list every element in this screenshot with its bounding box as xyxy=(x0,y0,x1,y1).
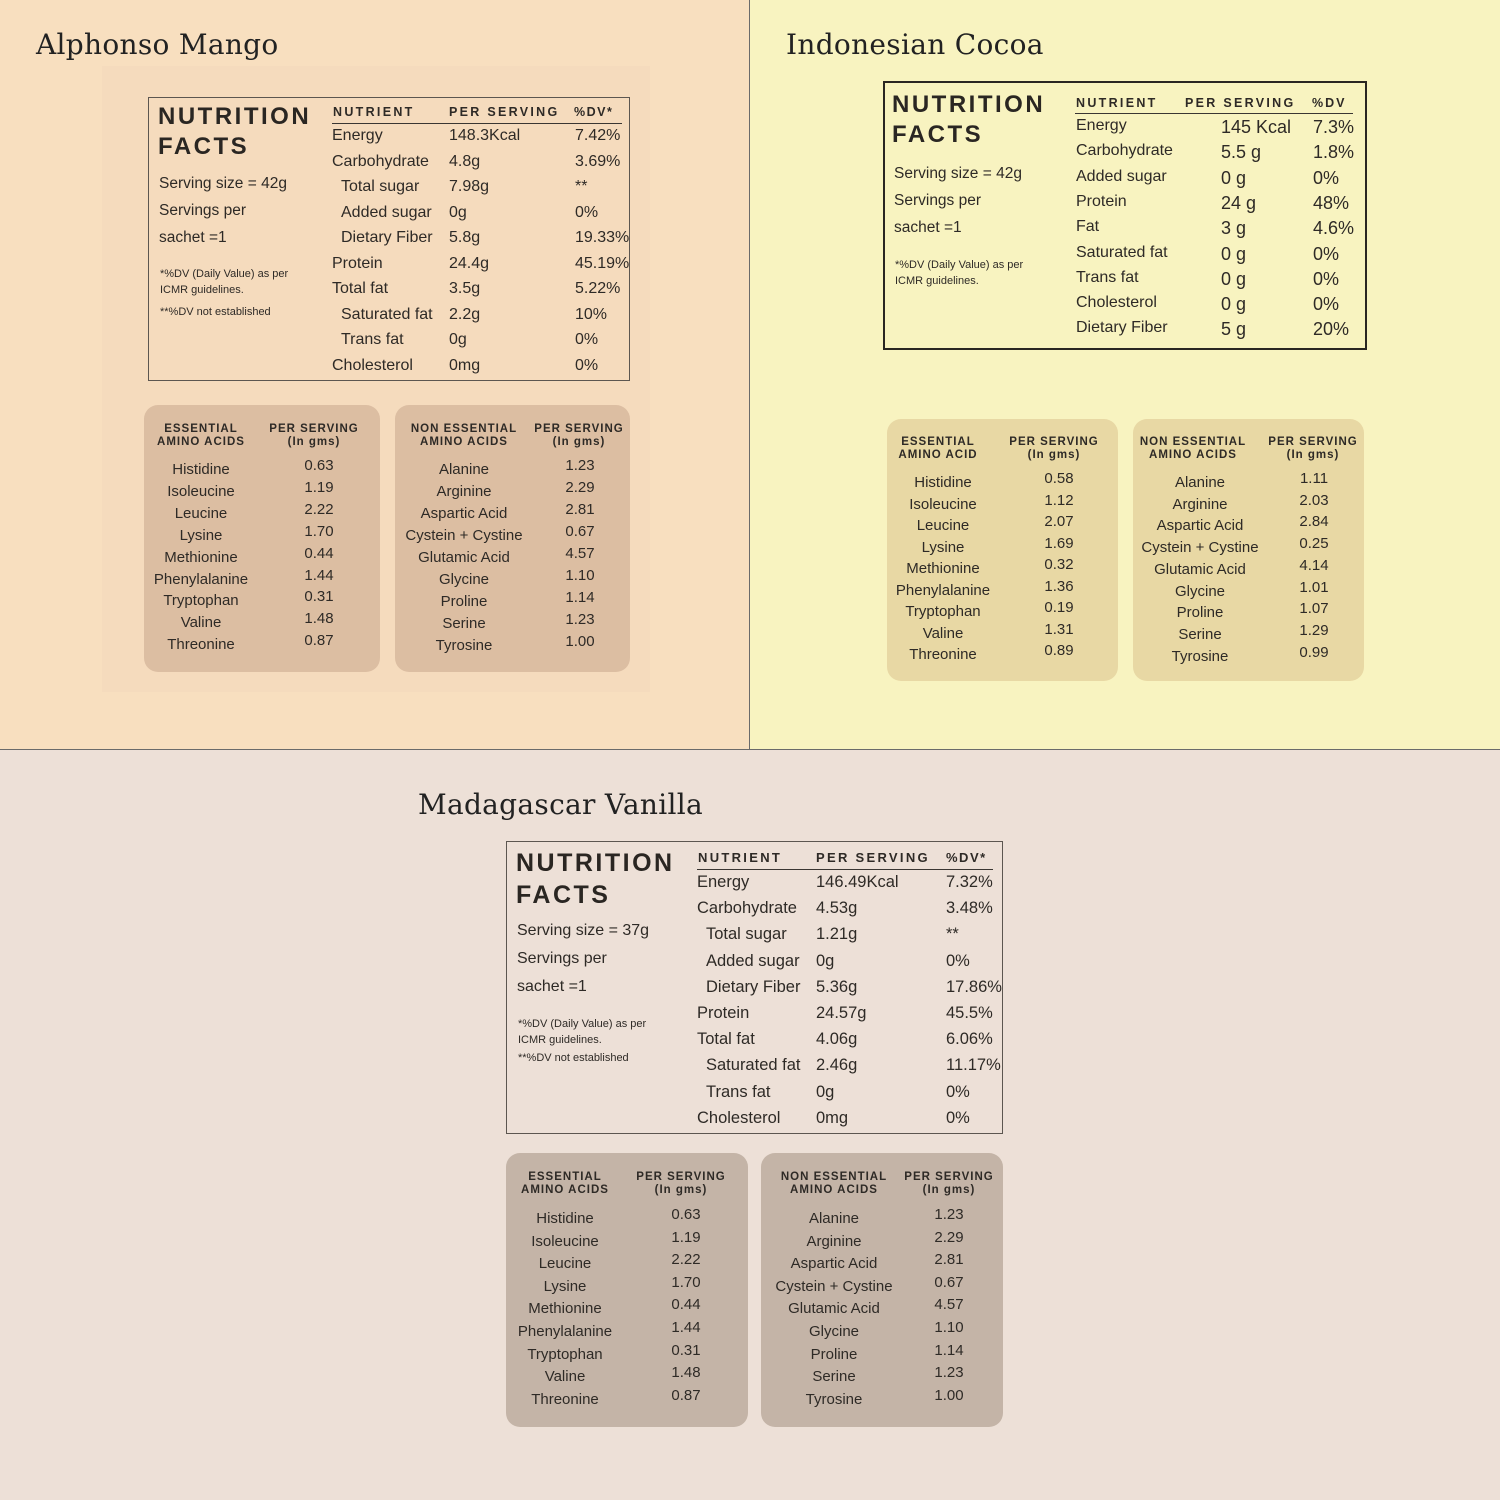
nutrient-name: Added sugar xyxy=(706,951,800,970)
nutrient-amount: 0g xyxy=(449,203,467,221)
amino-acid-value: 1.23 xyxy=(934,1206,964,1223)
nutrient-name: Trans fat xyxy=(1076,268,1139,286)
servings-per-line2: sachet =1 xyxy=(159,229,227,246)
nutrient-amount: 2.46g xyxy=(816,1056,858,1075)
header-rule xyxy=(332,123,622,124)
amino-acid-name: Cystein + Cystine xyxy=(775,1277,893,1295)
serving-info xyxy=(159,170,287,251)
amino-acid-name: Glutamic Acid xyxy=(418,549,510,566)
amino-acid-name: Glycine xyxy=(1174,582,1226,600)
nutrient-name: Carbohydrate xyxy=(697,899,797,918)
amino-acid-name: Threonine xyxy=(909,646,977,663)
amino-acid-value: 2.29 xyxy=(934,1228,964,1246)
nutrient-dv: 45.19% xyxy=(575,254,630,272)
amino-acid-name: Arginine xyxy=(806,1232,862,1250)
amino-acid-name: Cystein + Cystine xyxy=(1141,539,1259,557)
col-dv-header: %DV* xyxy=(946,850,987,865)
essential-header xyxy=(506,1171,624,1197)
nutrient-dv: 7.3% xyxy=(1313,117,1355,137)
nutrient-name: Protein xyxy=(1076,192,1127,210)
dv-note: *%DV (Daily Value) as per ICMR guidelines. xyxy=(895,259,1024,287)
amino-acid-value: 2.03 xyxy=(1299,491,1329,509)
amino-acid-name: Histidine xyxy=(172,461,230,478)
nutrient-dv: 17.86% xyxy=(946,977,1002,996)
per-serving-line1: PER SERVING xyxy=(636,1171,726,1183)
amino-acid-name: Leucine xyxy=(916,517,970,534)
amino-acid-name: Alanine xyxy=(1174,474,1226,491)
nutrient-dv: 5.22% xyxy=(575,280,621,297)
amino-acid-value: 0.87 xyxy=(671,1386,701,1404)
amino-acid-value: 1.00 xyxy=(565,633,595,650)
essential-header-line2: AMINO ACID xyxy=(898,449,978,461)
nutrient-dv: ** xyxy=(946,925,959,944)
nutrient-dv: 20% xyxy=(1313,319,1350,340)
nutrient-name: Protein xyxy=(697,1004,750,1022)
per-serving-header xyxy=(624,1171,738,1197)
nutrition-facts-table xyxy=(148,97,630,381)
amino-acid-name: Valine xyxy=(544,1368,586,1386)
amino-acid-name: Phenylalanine xyxy=(153,570,249,588)
amino-acid-value: 0.99 xyxy=(1299,643,1329,661)
nutrient-name: Fat xyxy=(1076,218,1100,236)
amino-acid-value: 4.57 xyxy=(565,545,595,562)
amino-acid-value: 1.36 xyxy=(1044,577,1074,595)
amino-acid-name: Valine xyxy=(922,624,964,642)
amino-acid-value: 0.25 xyxy=(1299,535,1329,553)
per-serving-header xyxy=(531,423,627,449)
per-serving-header xyxy=(1001,436,1107,462)
servings-per-line2: sachet =1 xyxy=(517,978,587,995)
amino-acid-value: 1.23 xyxy=(934,1364,964,1382)
amino-acid-name: Alanine xyxy=(808,1210,860,1227)
per-serving-line2: (In gms) xyxy=(1027,449,1081,461)
header-rule xyxy=(1075,113,1353,114)
nutrient-dv: 0% xyxy=(1313,294,1340,315)
nutrient-name: Saturated fat xyxy=(1076,243,1168,261)
amino-acid-value: 0.87 xyxy=(304,632,334,650)
amino-acid-name: Lysine xyxy=(179,526,223,544)
serving-size: Serving size = 37g xyxy=(517,922,650,939)
amino-acid-value: 0.63 xyxy=(671,1206,701,1223)
amino-acid-value: 1.14 xyxy=(934,1341,964,1359)
per-serving-line2: (In gms) xyxy=(922,1184,976,1196)
nutrient-name: Added sugar xyxy=(1076,167,1167,185)
amino-acid-name: Arginine xyxy=(1172,495,1228,513)
nutrient-name: Energy xyxy=(332,127,383,144)
nutrition-facts-table xyxy=(506,841,1003,1134)
serving-info xyxy=(517,917,649,1001)
amino-acid-value: 1.12 xyxy=(1044,491,1074,509)
dv-note: *%DV (Daily Value) as per ICMR guidelines. xyxy=(160,268,289,296)
nutrient-name: Trans fat xyxy=(341,331,404,348)
amino-acid-name: Leucine xyxy=(174,504,228,522)
nutrient-name: Carbohydrate xyxy=(1076,142,1173,160)
nutrient-dv: 10% xyxy=(575,305,608,323)
nf-title-line2: FACTS xyxy=(516,880,611,909)
amino-acid-value: 1.70 xyxy=(671,1273,701,1291)
dv-not-established-note: **%DV not established xyxy=(160,306,271,318)
nutrient-dv: 0% xyxy=(575,203,599,221)
nutrient-name: Saturated fat xyxy=(706,1056,801,1075)
amino-acid-value: 1.48 xyxy=(304,610,334,628)
non-essential-amino-acids-panel xyxy=(395,405,630,672)
nutrient-name: Dietary Fiber xyxy=(1076,319,1168,337)
amino-acid-name: Proline xyxy=(1176,604,1224,622)
essential-header-line1: ESSENTIAL xyxy=(164,423,238,435)
nf-title-line1: NUTRITION xyxy=(158,103,312,130)
amino-acid-name: Aspartic Acid xyxy=(790,1255,878,1273)
nutrient-amount: 0g xyxy=(449,331,467,348)
amino-acid-value: 0.89 xyxy=(1044,642,1074,659)
col-per-serving-header: PER SERVING xyxy=(816,850,930,865)
amino-acid-name: Proline xyxy=(810,1345,858,1363)
nutrient-amount: 4.8g xyxy=(449,152,481,170)
amino-acid-value: 1.70 xyxy=(304,522,334,540)
amino-acid-value: 4.57 xyxy=(934,1296,964,1314)
amino-acid-name: Glutamic Acid xyxy=(1154,560,1246,578)
amino-acid-value: 0.63 xyxy=(304,457,334,474)
essential-header-line2: AMINO ACIDS xyxy=(157,436,245,448)
nutrient-dv: 4.6% xyxy=(1313,218,1355,239)
servings-per-line1: Servings per xyxy=(517,950,607,967)
per-serving-header xyxy=(1263,436,1363,462)
amino-acid-value: 0.31 xyxy=(304,588,334,606)
amino-acid-name: Tyrosine xyxy=(1171,647,1229,665)
essential-amino-acids-panel xyxy=(506,1153,748,1427)
nf-title-line2: FACTS xyxy=(892,121,984,149)
amino-acid-name: Glutamic Acid xyxy=(788,1300,880,1318)
nutrient-amount: 3 g xyxy=(1221,218,1247,239)
dv-note: *%DV (Daily Value) as per ICMR guidelines. xyxy=(518,1018,647,1046)
amino-acid-name: Lysine xyxy=(543,1277,587,1295)
nutrient-amount: 2.2g xyxy=(449,305,481,323)
amino-acid-name: Isoleucine xyxy=(909,495,977,513)
per-serving-line2: (In gms) xyxy=(654,1184,708,1196)
col-nutrient-header: NUTRIENT xyxy=(333,105,415,119)
nutrient-amount: 0 g xyxy=(1221,167,1247,188)
madagascar-vanilla-section xyxy=(0,750,1500,1500)
nutrition-facts-table xyxy=(883,81,1367,350)
serving-size: Serving size = 42g xyxy=(894,165,1022,182)
amino-acid-value: 1.69 xyxy=(1044,534,1074,552)
nutrient-amount: 0 g xyxy=(1221,243,1247,264)
nutrient-dv: 0% xyxy=(946,951,970,970)
nutrition-facts-heading xyxy=(516,848,675,912)
dv-not-established-note: **%DV not established xyxy=(518,1052,629,1064)
nutrient-dv: 0% xyxy=(946,1108,970,1127)
essential-header-line1: ESSENTIAL xyxy=(528,1171,602,1183)
amino-acid-value: 1.31 xyxy=(1044,620,1074,638)
nutrient-amount: 145 Kcal xyxy=(1221,117,1292,137)
per-serving-header xyxy=(258,423,370,449)
essential-header-line1: ESSENTIAL xyxy=(901,436,975,448)
amino-acid-value: 1.19 xyxy=(304,478,334,496)
per-serving-line1: PER SERVING xyxy=(1268,436,1358,448)
nutrient-name: Carbohydrate xyxy=(332,152,429,170)
amino-acid-name: Threonine xyxy=(167,636,235,654)
nutrient-dv: 7.32% xyxy=(946,873,993,891)
serving-size: Serving size = 42g xyxy=(159,175,287,192)
nutrient-dv: 7.42% xyxy=(575,127,621,144)
non-essential-header xyxy=(395,423,533,449)
amino-acid-value: 0.31 xyxy=(671,1341,701,1359)
amino-acid-name: Phenylalanine xyxy=(895,581,991,599)
alphonso-mango-section xyxy=(0,0,750,750)
amino-acid-name: Leucine xyxy=(538,1255,592,1273)
amino-acid-name: Tryptophan xyxy=(527,1345,603,1363)
amino-acid-value: 1.29 xyxy=(1299,621,1329,639)
per-serving-line1: PER SERVING xyxy=(904,1171,994,1183)
amino-acid-name: Isoleucine xyxy=(531,1232,599,1250)
per-serving-line2: (In gms) xyxy=(1286,449,1340,461)
nutrient-name: Energy xyxy=(1076,117,1127,134)
nutrient-amount: 5.8g xyxy=(449,229,481,246)
amino-acid-value: 0.44 xyxy=(304,544,334,562)
essential-header xyxy=(144,423,258,449)
amino-acid-value: 1.19 xyxy=(671,1228,701,1246)
amino-acid-value: 1.14 xyxy=(565,589,595,606)
amino-acid-name: Aspartic Acid xyxy=(420,505,508,522)
amino-acid-value: 1.44 xyxy=(671,1319,701,1336)
non-essential-amino-acids-panel xyxy=(761,1153,1003,1427)
per-serving-header xyxy=(899,1171,999,1197)
amino-acid-value: 0.67 xyxy=(565,523,595,540)
amino-acid-name: Tyrosine xyxy=(435,637,493,654)
amino-acid-value: 1.23 xyxy=(565,611,595,628)
amino-acid-name: Histidine xyxy=(914,474,972,491)
amino-acid-name: Isoleucine xyxy=(167,482,235,500)
amino-acid-value: 1.10 xyxy=(565,567,595,584)
nutrition-facts-heading xyxy=(892,90,1045,151)
nutrient-dv: 0% xyxy=(1313,167,1340,188)
product-title: Madagascar Vanilla xyxy=(418,788,703,821)
amino-acid-name: Alanine xyxy=(438,461,490,478)
amino-acid-value: 2.22 xyxy=(304,500,334,518)
servings-per-line1: Servings per xyxy=(894,192,982,209)
non-essential-header xyxy=(1133,436,1253,462)
amino-acid-name: Serine xyxy=(812,1368,856,1386)
amino-acid-name: Methionine xyxy=(906,560,980,577)
col-per-serving-header: PER SERVING xyxy=(449,105,560,119)
amino-acid-value: 1.48 xyxy=(671,1364,701,1382)
nutrient-dv: 11.17% xyxy=(946,1056,1001,1075)
product-title: Indonesian Cocoa xyxy=(786,28,1044,61)
amino-acid-value: 0.58 xyxy=(1044,470,1074,487)
servings-per-line2: sachet =1 xyxy=(894,219,962,236)
essential-header-line2: AMINO ACIDS xyxy=(521,1184,609,1196)
nutrient-name: Total fat xyxy=(697,1030,755,1049)
nutrient-dv: 1.8% xyxy=(1313,142,1355,163)
nutrient-dv: 0% xyxy=(575,356,599,374)
nf-title-line2: FACTS xyxy=(158,133,250,161)
amino-acid-name: Cystein + Cystine xyxy=(405,527,523,544)
nutrient-amount: 5.36g xyxy=(816,977,858,996)
per-serving-line1: PER SERVING xyxy=(534,423,624,435)
col-dv-header: %DV* xyxy=(574,105,614,119)
amino-acid-name: Tyrosine xyxy=(805,1390,863,1408)
amino-acid-value: 2.81 xyxy=(565,501,595,518)
nutrient-amount: 0 g xyxy=(1221,268,1247,289)
nutrient-amount: 24 g xyxy=(1221,192,1257,213)
nutrient-name: Total fat xyxy=(332,280,389,297)
amino-acid-value: 1.23 xyxy=(565,457,595,474)
nutrient-amount: 24.57g xyxy=(816,1004,867,1022)
per-serving-line2: (In gms) xyxy=(552,436,606,448)
nutrient-dv: 48% xyxy=(1313,192,1350,213)
nutrient-dv: 0% xyxy=(575,331,599,348)
nutrient-amount: 4.06g xyxy=(816,1030,858,1049)
nutrient-name: Total sugar xyxy=(706,925,787,944)
header-rule xyxy=(697,869,993,870)
nutrient-name: Added sugar xyxy=(341,203,432,221)
nutrient-name: Cholesterol xyxy=(1076,294,1157,312)
amino-acid-value: 1.01 xyxy=(1299,578,1329,596)
amino-acid-value: 0.44 xyxy=(671,1296,701,1314)
nutrient-dv: 19.33% xyxy=(575,229,630,246)
nutrient-dv: ** xyxy=(575,178,588,195)
nutrient-dv: 0% xyxy=(1313,268,1340,289)
amino-acid-value: 0.19 xyxy=(1044,599,1074,616)
nutrient-amount: 4.53g xyxy=(816,899,858,918)
nutrient-dv: 6.06% xyxy=(946,1030,993,1049)
nutrient-name: Dietary Fiber xyxy=(341,229,433,246)
nutrient-name: Energy xyxy=(697,873,750,891)
amino-acid-value: 1.44 xyxy=(304,566,334,584)
nutrient-name: Trans fat xyxy=(706,1082,771,1101)
nutrient-dv: 0% xyxy=(1313,243,1340,264)
amino-acid-value: 1.11 xyxy=(1299,470,1329,487)
amino-acid-value: 2.84 xyxy=(1299,513,1329,531)
nutrition-facts-heading xyxy=(158,102,311,163)
amino-acid-value: 1.00 xyxy=(934,1386,964,1404)
col-dv-header: %DV xyxy=(1312,96,1347,110)
amino-acid-name: Tryptophan xyxy=(163,592,239,610)
nutrient-name: Cholesterol xyxy=(697,1108,781,1127)
amino-acid-name: Arginine xyxy=(436,483,492,500)
non-essential-header-line2: AMINO ACIDS xyxy=(1149,449,1237,461)
nf-title-line1: NUTRITION xyxy=(516,849,675,877)
essential-amino-acids-panel xyxy=(144,405,380,672)
indonesian-cocoa-section xyxy=(750,0,1500,750)
serving-info xyxy=(894,160,1022,241)
per-serving-line1: PER SERVING xyxy=(269,423,359,435)
non-essential-header-line1: NON ESSENTIAL xyxy=(780,1171,888,1183)
nutrient-amount: 0mg xyxy=(449,356,481,374)
amino-acid-value: 2.07 xyxy=(1044,513,1074,530)
non-essential-header-line1: NON ESSENTIAL xyxy=(1139,436,1247,448)
nf-title-line1: NUTRITION xyxy=(892,91,1046,118)
nutrient-dv: 45.5% xyxy=(946,1004,993,1022)
nutrient-amount: 148.3Kcal xyxy=(449,127,521,144)
amino-acid-value: 2.22 xyxy=(671,1251,701,1269)
amino-acid-name: Lysine xyxy=(921,538,965,556)
amino-acid-name: Serine xyxy=(442,615,486,632)
nutrient-amount: 24.4g xyxy=(449,254,490,272)
amino-acid-name: Methionine xyxy=(528,1300,602,1318)
servings-per-line1: Servings per xyxy=(159,202,247,219)
nutrient-name: Dietary Fiber xyxy=(706,977,801,996)
nutrient-dv: 3.69% xyxy=(575,152,621,170)
amino-acid-value: 0.67 xyxy=(934,1273,964,1291)
amino-acid-value: 2.29 xyxy=(565,479,595,496)
nutrient-name: Cholesterol xyxy=(332,356,413,374)
col-nutrient-header: NUTRIENT xyxy=(698,850,783,865)
per-serving-line1: PER SERVING xyxy=(1009,436,1099,448)
nutrient-dv: 3.48% xyxy=(946,899,993,918)
per-serving-line2: (In gms) xyxy=(287,436,341,448)
nutrient-amount: 0g xyxy=(816,1082,835,1101)
nutrient-amount: 5.5 g xyxy=(1221,142,1262,163)
non-essential-header xyxy=(761,1171,907,1197)
amino-acid-name: Glycine xyxy=(808,1323,860,1340)
nutrient-amount: 146.49Kcal xyxy=(816,873,899,891)
amino-acid-name: Methionine xyxy=(164,548,238,566)
product-title: Alphonso Mango xyxy=(36,28,279,61)
amino-acid-name: Proline xyxy=(440,593,488,610)
amino-acid-name: Phenylalanine xyxy=(517,1323,613,1340)
nutrient-amount: 1.21g xyxy=(816,925,858,944)
non-essential-header-line1: NON ESSENTIAL xyxy=(410,423,518,435)
amino-acid-name: Tryptophan xyxy=(905,603,981,620)
nutrient-dv: 0% xyxy=(946,1082,970,1101)
nutrient-amount: 3.5g xyxy=(449,280,481,297)
nutrient-name: Protein xyxy=(332,254,383,272)
amino-acid-name: Threonine xyxy=(531,1390,599,1408)
amino-acid-name: Glycine xyxy=(438,571,490,588)
col-nutrient-header: NUTRIENT xyxy=(1076,96,1158,110)
nutrient-amount: 5 g xyxy=(1221,319,1247,340)
amino-acid-value: 4.14 xyxy=(1299,556,1329,574)
nutrient-amount: 0mg xyxy=(816,1108,849,1127)
nutrient-amount: 0 g xyxy=(1221,294,1247,315)
amino-acid-name: Serine xyxy=(1178,625,1222,643)
amino-acid-value: 1.07 xyxy=(1299,600,1329,618)
amino-acid-name: Valine xyxy=(180,614,222,632)
non-essential-header-line2: AMINO ACIDS xyxy=(790,1184,878,1196)
essential-amino-acids-panel xyxy=(887,419,1118,681)
col-per-serving-header: PER SERVING xyxy=(1185,96,1296,110)
nutrient-amount: 7.98g xyxy=(449,178,490,195)
non-essential-header-line2: AMINO ACIDS xyxy=(420,436,508,448)
nutrient-amount: 0g xyxy=(816,951,835,970)
non-essential-amino-acids-panel xyxy=(1133,419,1364,681)
amino-acid-name: Aspartic Acid xyxy=(1156,517,1244,535)
amino-acid-value: 1.10 xyxy=(934,1319,964,1336)
nutrient-name: Total sugar xyxy=(341,178,420,195)
amino-acid-value: 2.81 xyxy=(934,1251,964,1269)
essential-header xyxy=(887,436,989,462)
nutrient-name: Saturated fat xyxy=(341,305,433,323)
amino-acid-name: Histidine xyxy=(536,1210,594,1227)
amino-acid-value: 0.32 xyxy=(1044,556,1074,573)
